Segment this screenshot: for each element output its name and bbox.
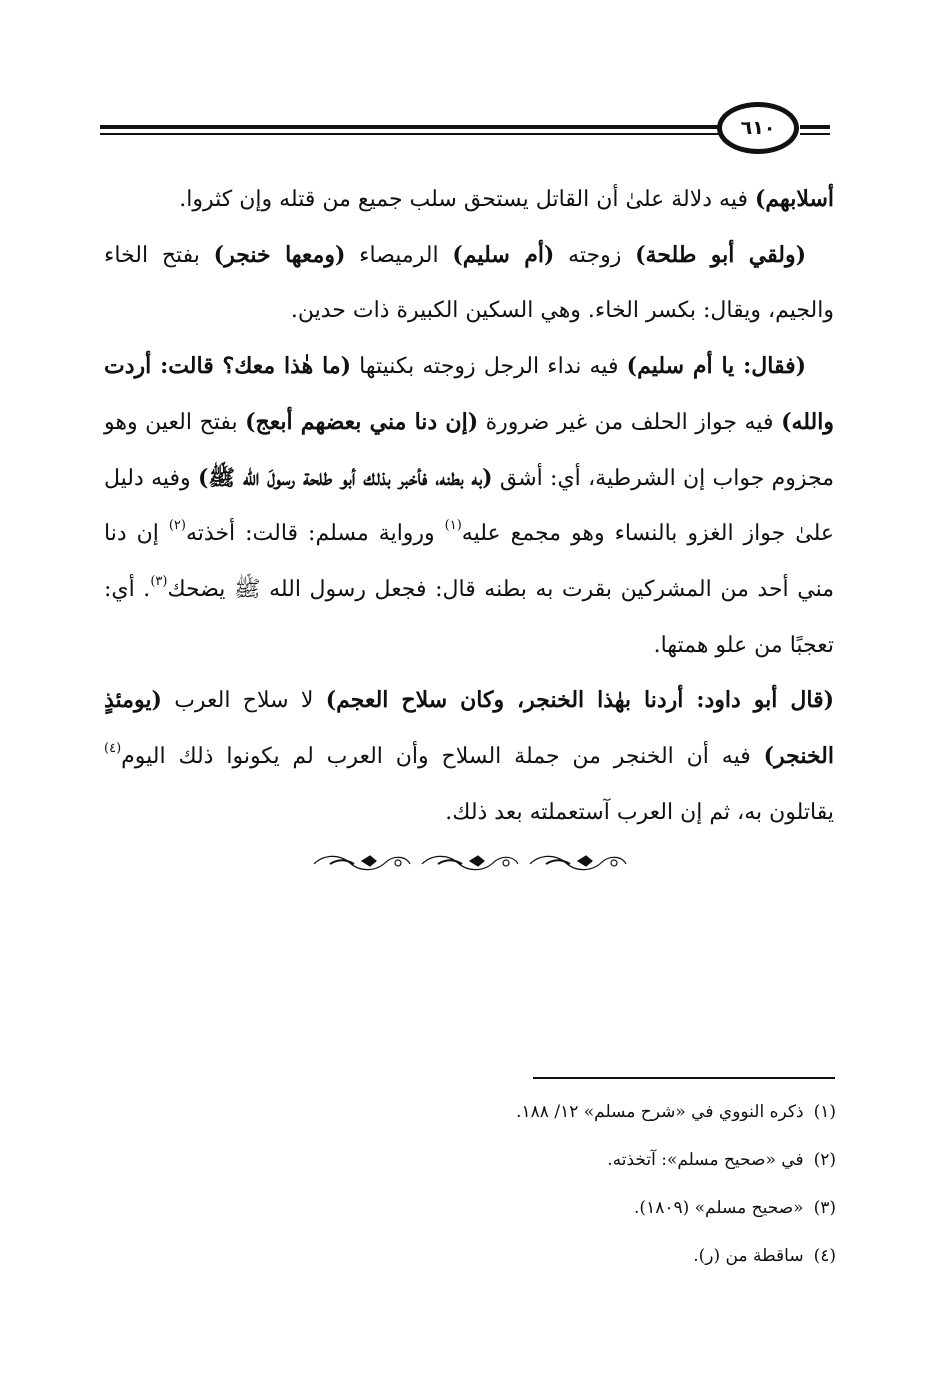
footnotes bbox=[200, 1088, 836, 1280]
text-run: يقاتلون به، ثم إن العرب آستعملته بعد ذلك. bbox=[445, 799, 834, 825]
text-run: وفيه دليل علىٰ جواز الغزو بالنساء وهو مجمع عليه bbox=[104, 465, 834, 547]
text-run: بفتح الخاء والجيم، ويقال: بكسر الخاء. وهي السكين الكبيرة ذات حدين. bbox=[104, 242, 834, 324]
section-divider-ornament bbox=[310, 850, 630, 876]
bold-text: (ما هٰذا معك؟ قالت: أردت والله) bbox=[104, 353, 834, 435]
text-run: فيه دلالة علىٰ أن القاتل يستحق سلب جميع من قتله وإن كثروا. bbox=[179, 187, 755, 212]
header-rule-right-thin bbox=[800, 133, 830, 135]
footnote-text: ساقطة من (ر). bbox=[693, 1246, 804, 1266]
paragraph bbox=[104, 172, 834, 228]
text-run: الرميصاء bbox=[345, 242, 453, 268]
paragraph bbox=[104, 673, 834, 840]
page-number: ٦١٠ bbox=[740, 116, 776, 139]
footnote-marker: (٢) bbox=[168, 518, 186, 534]
text-run: فيه أن الخنجر من جملة السلاح وأن العرب لم يكونوا ذلك اليوم bbox=[121, 744, 764, 770]
footnote-text: في «صحيح مسلم»: آتخذته. bbox=[607, 1150, 804, 1170]
bold-text: (ومعها خنجر) bbox=[213, 241, 346, 268]
bold-text: (أم سليم) bbox=[452, 241, 555, 268]
bold-text: أسلابهم) bbox=[755, 186, 834, 212]
footnote-separator bbox=[533, 1077, 835, 1079]
ornament-motif-center bbox=[422, 856, 518, 870]
text-run: فيه نداء الرجل زوجته بكنيتها bbox=[351, 354, 627, 380]
page-number-badge bbox=[717, 102, 799, 154]
paragraph bbox=[104, 339, 834, 673]
footnote-item bbox=[200, 1088, 836, 1136]
footnote-item bbox=[200, 1232, 836, 1280]
bold-text: (به بطنه، فأخبر بذلك أبو طلحة رسولَ الله ﷺ) bbox=[197, 464, 493, 491]
footnote-marker: (٣) bbox=[150, 573, 168, 589]
footnote-number: (١) bbox=[813, 1102, 836, 1122]
text-run: زوجته bbox=[554, 242, 636, 268]
bold-text: (إن دنا مني بعضهم أبعج) bbox=[245, 408, 479, 435]
bold-text: (يومئذٍ الخنجر) bbox=[104, 687, 834, 770]
footnote-number: (٤) bbox=[813, 1246, 836, 1266]
footnote-number: (٢) bbox=[813, 1150, 836, 1170]
footnote-marker: (٤) bbox=[104, 741, 122, 757]
text-run: ورواية مسلم: قالت: أخذته bbox=[185, 521, 445, 547]
header-rule-right-thick bbox=[800, 125, 830, 129]
footnote-number: (٣) bbox=[813, 1198, 836, 1218]
footnote-text: «صحيح مسلم» (١٨٠٩). bbox=[634, 1198, 804, 1218]
ornament-motif-left bbox=[314, 856, 410, 870]
footnote-item bbox=[200, 1184, 836, 1232]
bold-text: (فقال: يا أم سليم) bbox=[626, 353, 806, 380]
main-text bbox=[104, 172, 834, 840]
text-run: لا سلاح العرب bbox=[161, 688, 326, 714]
text-run: . أي: تعجبًا من علو همتها. bbox=[104, 576, 834, 658]
page-header bbox=[100, 92, 830, 172]
text-run: إن دنا مني أحد من المشركين بقرت به بطنه قال: فجعل رسول الله ﷺ يضحك bbox=[104, 521, 834, 602]
bold-text: (ولقي أبو طلحة) bbox=[635, 241, 806, 268]
footnote-text: ذكره النووي في «شرح مسلم» ١٢/ ١٨٨. bbox=[516, 1102, 804, 1122]
header-rule-thick bbox=[100, 125, 720, 129]
footnote-marker: (١) bbox=[444, 518, 462, 534]
paragraph bbox=[104, 228, 834, 339]
bold-text: (قال أبو داود: أردنا بهٰذا الخنجر، وكان سلاح العجم) bbox=[325, 687, 834, 714]
header-rule-thin bbox=[100, 133, 720, 135]
text-run: فيه جواز الحلف من غير ضرورة bbox=[478, 409, 782, 435]
text-run: بفتح العين وهو مجزوم جواب إن الشرطية، أي: أشق bbox=[104, 409, 834, 491]
ornament-motif-right bbox=[530, 856, 626, 870]
footnote-item bbox=[200, 1136, 836, 1184]
